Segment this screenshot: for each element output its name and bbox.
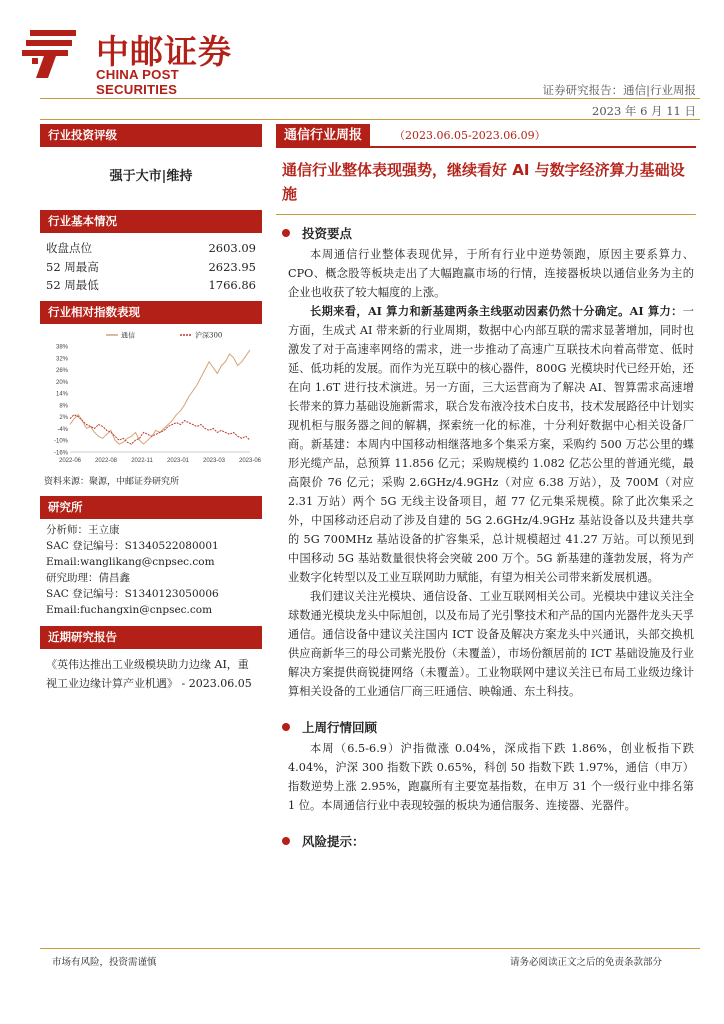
title-divider <box>276 214 696 215</box>
section-risk <box>282 831 696 851</box>
paragraph: 长期来看，AI 算力和新基建两条主线驱动因素仍然十分确定。AI 算力：一方面，生成式 AI 带来新的行业周期，数据中心内部互联的需求显著增加，同时也激发了对于高速率网络的需求，进一步推动了高速广互联技术向着高带宽、低时延、低功耗的发展。而作为光互联中的核心器件，800G 光模块时代已经开始，还在向 1.6T 进行技术演进。另一方面，三大运营商为了解决 AI、智算需求高速增长带来的算力基础设施新需求，联合发布液冷技术白皮书，技术发展路径中计划实现机柜与服务器之间的解耦，探索统一化的标准，十分利好数据中心相关设备厂商。新基建：本周内中国移动相继落地多个集采方案，采购约 500 万芯公里的蝶形光缆产品，总预算 11.856 亿元；采购规模约 1.082 亿芯公里的普通光缆，最高限价 76 亿元；采购 2.6GHz/4.9GHz（对应 6.38 万站），及 700M（对应 2.31 万站）两个 5G 无线主设备项目，超 77 亿元集采规模。除了此次集采之外，中国移动还启动了涉及自建的 5G 2.6GHz/4.9GHz 基站设备以及共建共享的 5G 700MHz 基站设备的扩容集采，总计规模超过 41.27 万站。可以预见到中国移动 5G 基站数量很快将会突破 200 万个。5G 新基建的蓬勃发展，将为产业数字化转型以及工业互联网助力赋能，有望为相关公司带来新发展机遇。 <box>288 304 694 584</box>
footer-divider <box>40 948 700 949</box>
basic-row-label: 收盘点位 <box>46 241 92 255</box>
analyst-list <box>40 522 262 618</box>
report-range: （2023.06.05-2023.06.09） <box>394 129 546 142</box>
header-divider <box>40 98 700 99</box>
footer-notice: 请务必阅读正文之后的免责条款部分 <box>509 957 662 968</box>
y-tick-label: 8% <box>59 402 68 409</box>
assistant-email[interactable]: Email:fuchangxin@cnpsec.com <box>46 603 213 616</box>
rating-value: 强于大市|维持 <box>109 169 193 184</box>
sidebar <box>40 124 262 693</box>
basic-row-label: 52 周最高 <box>46 259 99 274</box>
relative-index-heading: 行业相对指数表现 <box>40 301 262 324</box>
assistant-sac: SAC 登记编号：S1340123050006 <box>46 587 219 600</box>
y-tick-label: -16% <box>53 450 68 456</box>
assistant-name: 研究助理：倩昌鑫 <box>46 571 130 584</box>
analyst-sac: SAC 登记编号：S1340522080001 <box>46 539 219 552</box>
date-divider <box>40 119 700 120</box>
bullet-icon <box>282 723 290 731</box>
series-line-1 <box>70 414 250 443</box>
basic-row-value: 1766.86 <box>208 278 256 292</box>
research-heading: 研究所 <box>40 496 262 519</box>
y-tick-label: 2% <box>59 414 68 421</box>
company-logo <box>22 24 262 97</box>
basic-info-table <box>40 239 262 295</box>
x-tick-label: 2022-08 <box>94 457 118 464</box>
main-content <box>276 124 696 853</box>
y-tick-label: -10% <box>53 438 68 445</box>
section-title: 风险提示： <box>302 834 365 849</box>
basic-row <box>40 276 262 295</box>
x-tick-label: 2022-06 <box>58 457 82 464</box>
series-line-0 <box>70 349 250 443</box>
relative-index-chart <box>40 324 262 470</box>
x-tick-label: 2023-06 <box>238 457 262 464</box>
basic-info-heading: 行业基本情况 <box>40 210 262 233</box>
section-investment-points <box>282 223 696 243</box>
x-tick-label: 2022-11 <box>131 457 153 464</box>
recent-reports-heading: 近期研究报告 <box>40 626 262 649</box>
paragraph: 我们建议关注光模块、通信设备、工业互联网相关公司。光模块中建议关注全球数通光模块龙头中际旭创，以及布局了光引擎技术和产品的国内光器件龙头天孚通信。通信设备中建议关注国内 ICT 设备及解决方案龙头中兴通讯，头部交换机供应商新华三的母公司紫光股份（未覆盖），市场份额居前的 ICT 基础设施及行业解决方案提供商锐捷网络（未覆盖）。工业物联网中建议关注已布局工业级边缘计算相关设备的工业通信厂商三旺通信、映翰通、东土科技。 <box>288 590 694 698</box>
basic-row-value: 2603.09 <box>208 241 256 255</box>
chart-svg <box>40 324 262 470</box>
footer-disclaimer: 市场有风险，投资需谨慎 <box>52 957 157 968</box>
recent-report-link[interactable]: 《英伟达推出工业级模块助力边缘 AI，重视工业边缘计算产业机遇》 - 2023.06.05 <box>46 657 252 690</box>
china-post-logo-icon <box>22 28 80 80</box>
basic-row <box>40 239 262 258</box>
legend-label: 沪深300 <box>195 331 223 339</box>
bullet-icon <box>282 837 290 845</box>
y-tick-label: 20% <box>55 379 68 386</box>
bullet-icon <box>282 229 290 237</box>
analyst-name: 分析师：王立康 <box>46 523 120 536</box>
company-name-cn: 中邮证券 <box>96 32 232 71</box>
report-date: 2023 年 6 月 11 日 <box>592 104 696 118</box>
section-title: 投资要点 <box>302 226 353 241</box>
x-tick-label: 2023-03 <box>202 457 226 464</box>
report-banner <box>276 124 696 148</box>
page-header <box>0 0 724 120</box>
legend-label: 通信 <box>121 331 135 339</box>
report-type: 证券研究报告：通信|行业周报 <box>542 83 696 97</box>
report-title: 通信行业整体表现强势，继续看好 AI 与数字经济算力基础设施 <box>282 161 685 203</box>
y-tick-label: -4% <box>57 426 68 433</box>
y-tick-label: 32% <box>55 355 68 362</box>
basic-row-value: 2623.95 <box>208 259 256 274</box>
section-market-review <box>282 717 696 737</box>
rating-heading: 行业投资评级 <box>40 124 262 147</box>
chart-source: 资料来源：聚源，中邮证券研究所 <box>44 476 180 487</box>
report-tag: 通信行业周报 <box>276 124 370 148</box>
basic-row-label: 52 周最低 <box>46 278 99 292</box>
paragraph: 本周（6.5-6.9）沪指微涨 0.04%，深成指下跌 1.86%，创业板指下跌 4.04%，沪深 300 指数下跌 0.65%，科创 50 指数下跌 1.97%，通信（申万）指数逆势上涨 2.95%，跑赢所有主要宽基指数，在申万 31 个一级行业中排名第 1 位。本周通信行业中表现较强的板块为通信服务、连接器、光器件。 <box>288 742 694 812</box>
basic-row <box>40 258 262 277</box>
y-tick-label: 38% <box>55 344 68 350</box>
company-name-en: CHINA POST SECURITIES <box>96 67 179 97</box>
section-title: 上周行情回顾 <box>302 720 378 735</box>
y-tick-label: 26% <box>55 367 68 374</box>
x-tick-label: 2023-01 <box>166 457 190 464</box>
analyst-email[interactable]: Email:wanglikang@cnpsec.com <box>46 555 215 568</box>
paragraph: 本周通信行业整体表现优异，于所有行业中逆势领跑，原因主要系算力、CPO、概念股等板块走出了大幅跑赢市场的行情，连接器板块以通信业务为主的企业也收获了较大幅度的上涨。 <box>288 248 694 299</box>
y-tick-label: 14% <box>55 391 68 398</box>
